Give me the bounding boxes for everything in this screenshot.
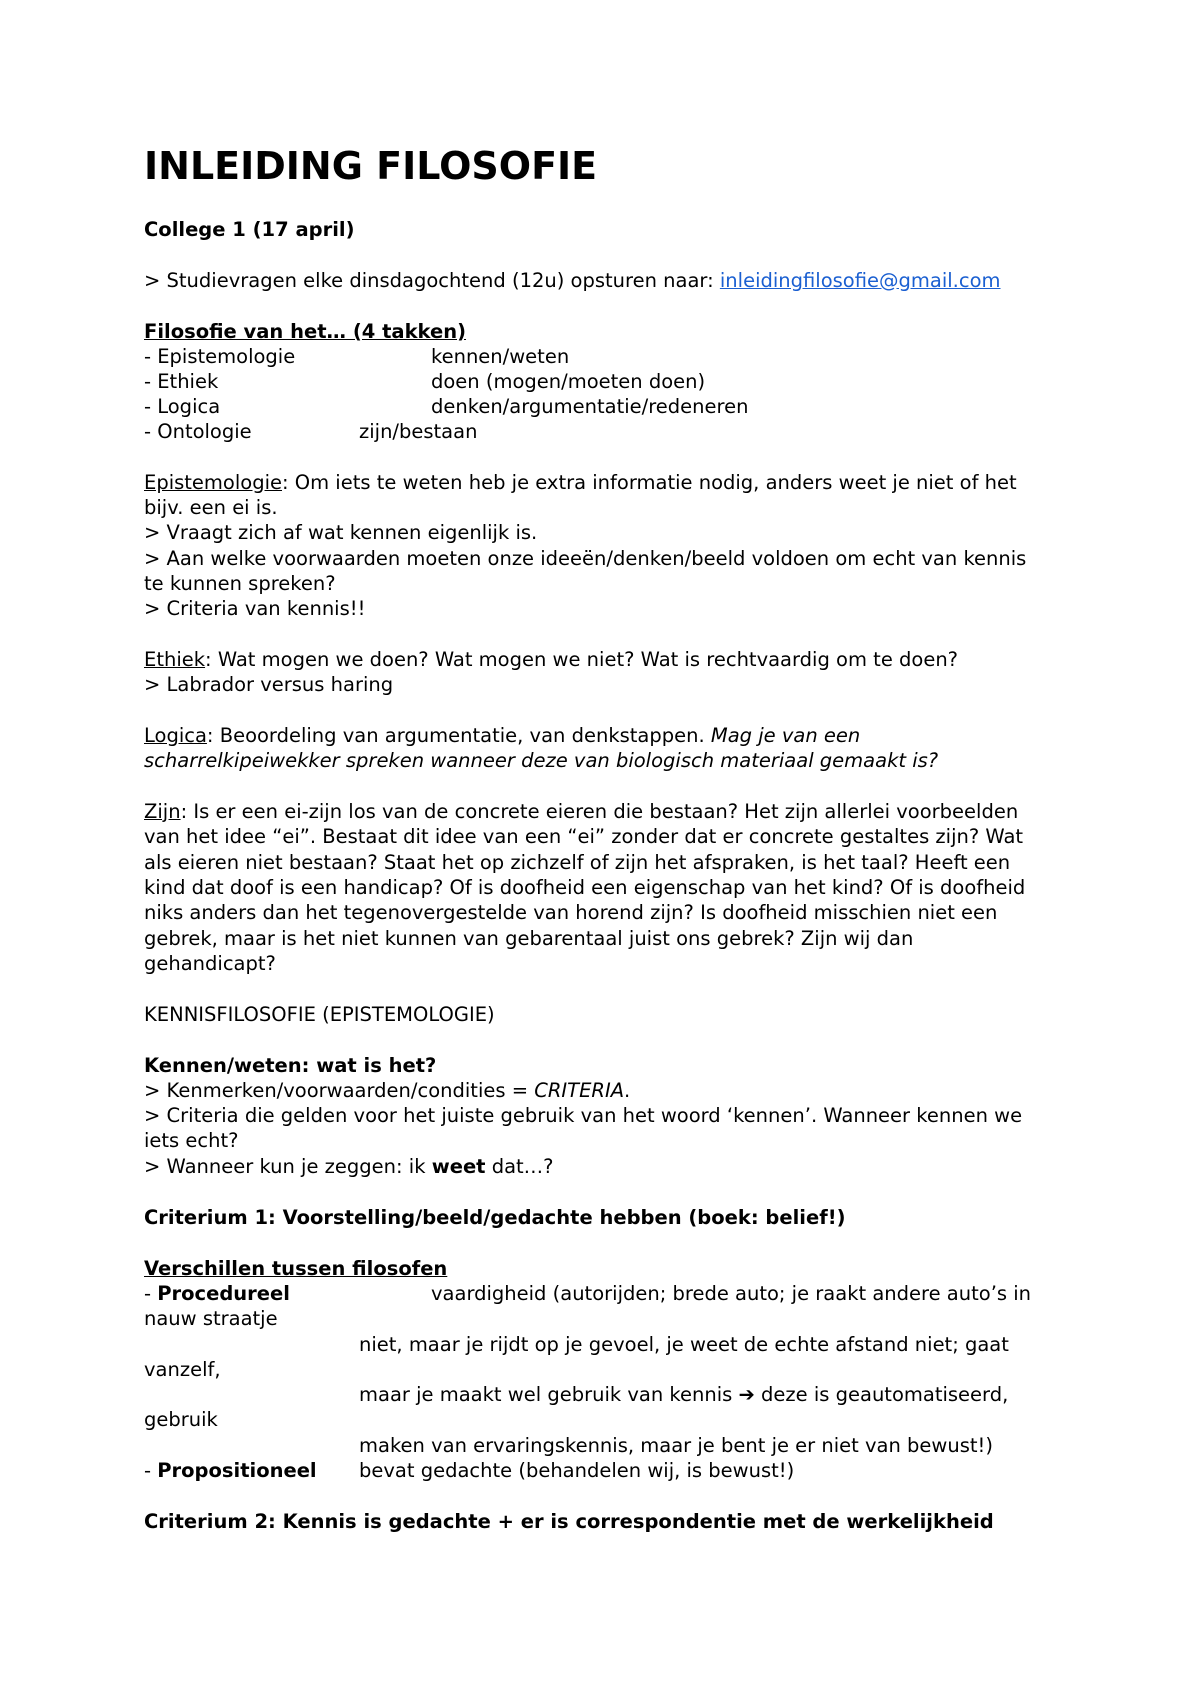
zijn-label: Zijn (144, 800, 181, 823)
tak-ontologie: - Ontologie (144, 420, 252, 443)
kennen-heading: Kennen/weten: wat is het? (144, 1054, 437, 1077)
epistemologie-line-2: bijv. een ei is. (144, 496, 278, 519)
propositioneel-label-line (144, 1458, 317, 1484)
zijn-line-1 (144, 799, 1018, 825)
email-link[interactable]: inleidingfilosofie@gmail.com (719, 269, 1001, 292)
criterium-1-heading: Criterium 1: Voorstelling/beeld/gedachte hebben (boek: belief!) (144, 1206, 846, 1229)
epistemologie-line-3: > Vraagt zich af wat kennen eigenlijk is. (144, 521, 538, 544)
logica-label: Logica (144, 724, 207, 747)
studievragen-text: > Studievragen elke dinsdagochtend (12u) opsturen naar: (144, 269, 720, 292)
tak-logica-desc: denken/argumentatie/redeneren (431, 395, 749, 418)
kennen-line-4 (144, 1154, 554, 1180)
procedureel-text-1: vaardigheid (autorijden; brede auto; je raakt andere auto’s in (431, 1282, 1032, 1305)
kennen-line-3: iets echt? (144, 1129, 239, 1152)
zijn-line-5: niks anders dan het tegenovergestelde van horend zijn? Is doofheid misschien niet een (144, 901, 998, 924)
weet-word: weet (431, 1155, 486, 1178)
procedureel-text-5a: maar je maakt wel gebruik van kennis (359, 1383, 739, 1406)
logica-line-1 (144, 723, 860, 749)
epistemologie-line-5: te kunnen spreken? (144, 572, 336, 595)
takken-heading: Filosofie van het… (4 takken) (144, 320, 466, 343)
procedureel-text-4: vanzelf, (144, 1358, 221, 1381)
ethiek-line-1 (144, 647, 958, 673)
criterium-2-heading: Criterium 2: Kennis is gedachte + er is correspondentie met de werkelijkheid (144, 1510, 994, 1533)
logica-italic-2: scharrelkipeiwekker spreken wanneer deze van biologisch materiaal gemaakt is? (144, 749, 939, 772)
page-title: INLEIDING FILOSOFIE (144, 144, 598, 188)
kennisfilosofie-heading: KENNISFILOSOFIE (EPISTEMOLOGIE) (144, 1003, 495, 1026)
zijn-text-1: : Is er een ei-zijn los van de concrete eieren die bestaan? Het zijn allerlei voorbeelden (180, 800, 1019, 823)
propositioneel-dash: - (144, 1459, 158, 1482)
zijn-line-7: gehandicapt? (144, 952, 276, 975)
procedureel-dash: - (144, 1282, 158, 1305)
ethiek-label: Ethiek (144, 648, 206, 671)
kennen-text-4c: dat…? (485, 1155, 554, 1178)
zijn-line-3: als eieren niet bestaan? Staat het op zichzelf of zijn het afspraken, is het taal? Heeft een (144, 851, 1011, 874)
tak-ontologie-desc: zijn/bestaan (359, 420, 478, 443)
epistemologie-line-6: > Criteria van kennis!! (144, 597, 366, 620)
procedureel-text-6: gebruik (144, 1408, 218, 1431)
tak-logica: - Logica (144, 395, 221, 418)
kennen-text-1c: . (624, 1079, 631, 1102)
procedureel-text-2: nauw straatje (144, 1307, 278, 1330)
criteria-word: CRITERIA (534, 1079, 625, 1102)
tak-epistemologie: - Epistemologie (144, 345, 296, 368)
procedureel-text-7: maken van ervaringskennis, maar je bent je er niet van bewust!) (359, 1434, 993, 1457)
propositioneel-label: Propositioneel (157, 1459, 317, 1482)
procedureel-label: Procedureel (157, 1282, 290, 1305)
procedureel-text-5 (359, 1382, 1008, 1408)
kennen-line-2: > Criteria die gelden voor het juiste gebruik van het woord ‘kennen’. Wanneer kennen we (144, 1104, 1023, 1127)
studievragen-line (144, 268, 1001, 294)
college-heading: College 1 (17 april) (144, 218, 355, 241)
epistemologie-line-1 (144, 470, 1017, 496)
kennen-line-1 (144, 1078, 630, 1104)
zijn-line-2: van het idee “ei”. Bestaat dit idee van een “ei” zonder dat er concrete gestaltes zijn? Wat (144, 825, 1024, 848)
tak-epistemologie-desc: kennen/weten (431, 345, 570, 368)
logica-text: : Beoordeling van argumentatie, van denkstappen. (206, 724, 711, 747)
kennen-text-4a: > Wanneer kun je zeggen: ik (144, 1155, 432, 1178)
arrow-right-icon: ➔ (738, 1383, 755, 1406)
zijn-line-4: kind dat doof is een handicap? Of is doofheid een eigenschap van het kind? Of is doofheid (144, 876, 1026, 899)
epistemologie-label: Epistemologie (144, 471, 282, 494)
epistemologie-text-1: : Om iets te weten heb je extra informatie nodig, anders weet je niet of het (282, 471, 1017, 494)
ethiek-line-2: > Labrador versus haring (144, 673, 394, 696)
procedureel-label-line (144, 1281, 290, 1307)
tak-ethiek: - Ethiek (144, 370, 219, 393)
logica-italic-1: Mag je van een (710, 724, 861, 747)
zijn-line-6: gebrek, maar is het niet kunnen van gebarentaal juist ons gebrek? Zijn wij dan (144, 927, 914, 950)
verschillen-heading: Verschillen tussen filosofen (144, 1257, 448, 1280)
epistemologie-line-4: > Aan welke voorwaarden moeten onze ideeën/denken/beeld voldoen om echt van kennis (144, 547, 1027, 570)
procedureel-text-3: niet, maar je rijdt op je gevoel, je weet de echte afstand niet; gaat (359, 1333, 1009, 1356)
propositioneel-text: bevat gedachte (behandelen wij, is bewust!) (359, 1459, 795, 1482)
ethiek-text-1: : Wat mogen we doen? Wat mogen we niet? Wat is rechtvaardig om te doen? (205, 648, 959, 671)
procedureel-text-5b: deze is geautomatiseerd, (754, 1383, 1009, 1406)
tak-ethiek-desc: doen (mogen/moeten doen) (431, 370, 706, 393)
kennen-text-1a: > Kenmerken/voorwaarden/condities = (144, 1079, 535, 1102)
